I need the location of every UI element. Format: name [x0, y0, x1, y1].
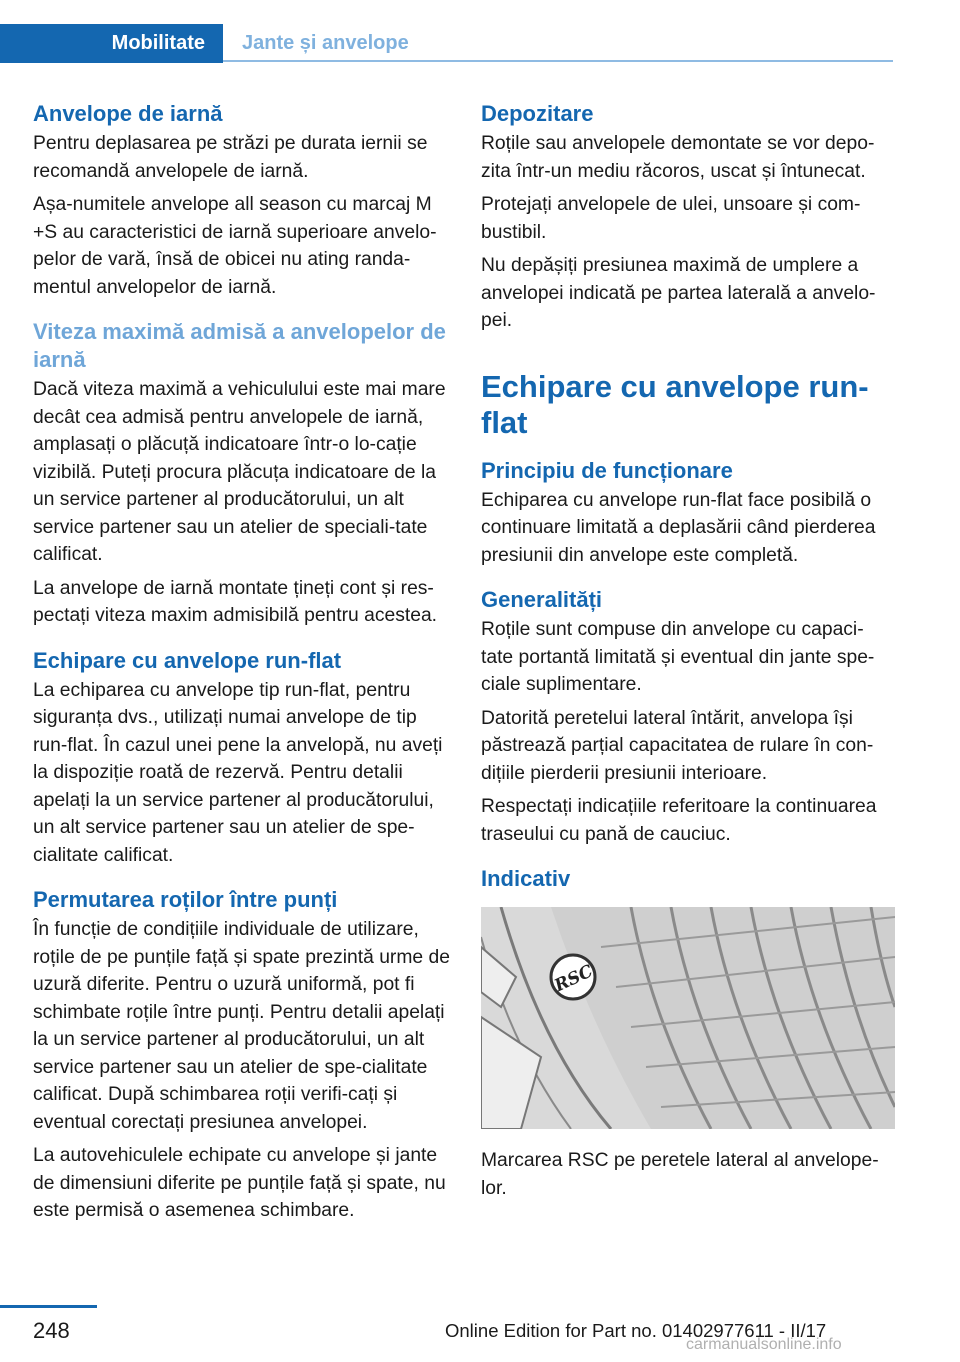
tab-mobilitate-label: Mobilitate	[111, 31, 205, 54]
paragraph: La autovehiculele echipate cu anvelope și jante de dimensiuni diferite pe punțile față și spate, nu este permisă o asemenea schimbare.	[33, 1145, 446, 1221]
rsc-mark-text: RSC	[551, 961, 597, 997]
tire-rsc-illustration	[481, 907, 895, 1129]
paragraph: La anvelope de iarnă montate țineți cont și res‐pectați viteza maxim admisibilă pentru acestea.	[33, 577, 438, 626]
paragraph: Dacă viteza maximă a vehiculului este mai mare decât cea admisă pentru anvelopele de iarnă, amplasați o plăcuță indicatoare într-o lo‐cație vizibilă. Puteți procura plăcuța indicatoare de la un service partener al producătorului, un alt service partener sau un atelier de speciali‐tate calificat.	[33, 379, 446, 565]
section-title-general: Generalități	[481, 587, 603, 612]
paragraph: Roțile sau anvelopele demontate se vor depo‐zita într-un mediu răcoros, uscat și întunecat.	[481, 133, 875, 182]
left-column	[33, 100, 451, 1231]
tab-underline	[0, 60, 223, 63]
section-title-wheel-swap: Permutarea roților între punți	[33, 887, 338, 912]
watermark: carmanualsonline.info	[686, 1336, 842, 1353]
figure-caption: Marcarea RSC pe peretele lateral al anvelope‐lor.	[481, 1150, 879, 1199]
paragraph: Echiparea cu anvelope run-flat face posibilă o continuare limitată a deplasării când pierderea presiunii din anvelope este completă.	[481, 489, 876, 566]
paragraph: Pentru deplasarea pe străzi pe durata iernii se recomandă anvelopele de iarnă.	[33, 133, 428, 182]
paragraph: În funcție de condițiile individuale de utilizare, roțile de pe punțile față și spate prezintă urme de uzură diferite. Pentru o uzură uniformă, pot fi schimbate roțile între punți. Pentru detalii apelați la un service partener al producătorului, un alt service partener sau un atelier de spe‐cialitate calificat. După schimbarea roții verifi‐cați și eventual corectați presiunea anvelopei.	[33, 919, 450, 1133]
paragraph: Nu depășiți presiunea maximă de umplere a anvelopei indicată pe partea laterală a anvelo‐pei.	[481, 255, 876, 331]
paragraph: Datorită peretelui lateral întărit, anvelopa își păstrează parțial capacitatea de rulare în con‐dițiile pierderii presiunii interioare.	[481, 707, 874, 784]
paragraph: Protejați anvelopele de ulei, unsoare și com‐bustibil.	[481, 194, 861, 243]
footer-line	[0, 1305, 97, 1308]
tab-mobilitate[interactable]	[0, 24, 223, 62]
edition-text: Online Edition for Part no. 01402977611 - II/17	[445, 1320, 827, 1341]
paragraph: La echiparea cu anvelope tip run-flat, pentru siguranța dvs., utilizați numai anvelope de tip run-flat. În cazul unei pene la anvelopă, nu aveți la dispoziție roată de rezervă. Pentru detalii apelați la un service partener al producătorului, un alt service partener sau un atelier de spe‐cialitate calificat.	[33, 679, 443, 866]
chapter-title-run-flat: Echipare cu anvelope run-flat	[481, 368, 869, 440]
tab-underline-light	[223, 60, 893, 62]
section-title-winter-tires: Anvelope de iarnă	[33, 101, 223, 126]
tab-jante-anvelope-label: Jante și anvelope	[242, 31, 409, 54]
paragraph: Respectați indicațiile referitoare la continuarea traseului cu pană de cauciuc.	[481, 796, 877, 845]
section-title-run-flat: Echipare cu anvelope run-flat	[33, 647, 342, 673]
right-column	[481, 100, 895, 1208]
section-title-storage: Depozitare	[481, 101, 594, 126]
page-number: 248	[33, 1318, 70, 1343]
tab-jante-anvelope[interactable]	[242, 24, 409, 62]
section-title-max-speed: Viteza maximă admisă a anvelopelor de iarnă	[33, 319, 446, 372]
paragraph: Așa-numitele anvelope all season cu marcaj M +S au caracteristici de iarnă superioare anvelo‐pelor de vară, însă de obicei nu ating randa‐mentul anvelopelor de iarnă.	[33, 194, 437, 298]
paragraph: Roțile sunt compuse din anvelope cu capaci‐tate portantă limitată și eventual din jante spe‐ciale suplimentare.	[481, 619, 875, 695]
header-tabbar	[0, 24, 893, 64]
section-title-marking: Indicativ	[481, 866, 571, 891]
section-title-principle: Principiu de funcționare	[481, 457, 733, 483]
tire-illustration-svg	[481, 907, 895, 1129]
